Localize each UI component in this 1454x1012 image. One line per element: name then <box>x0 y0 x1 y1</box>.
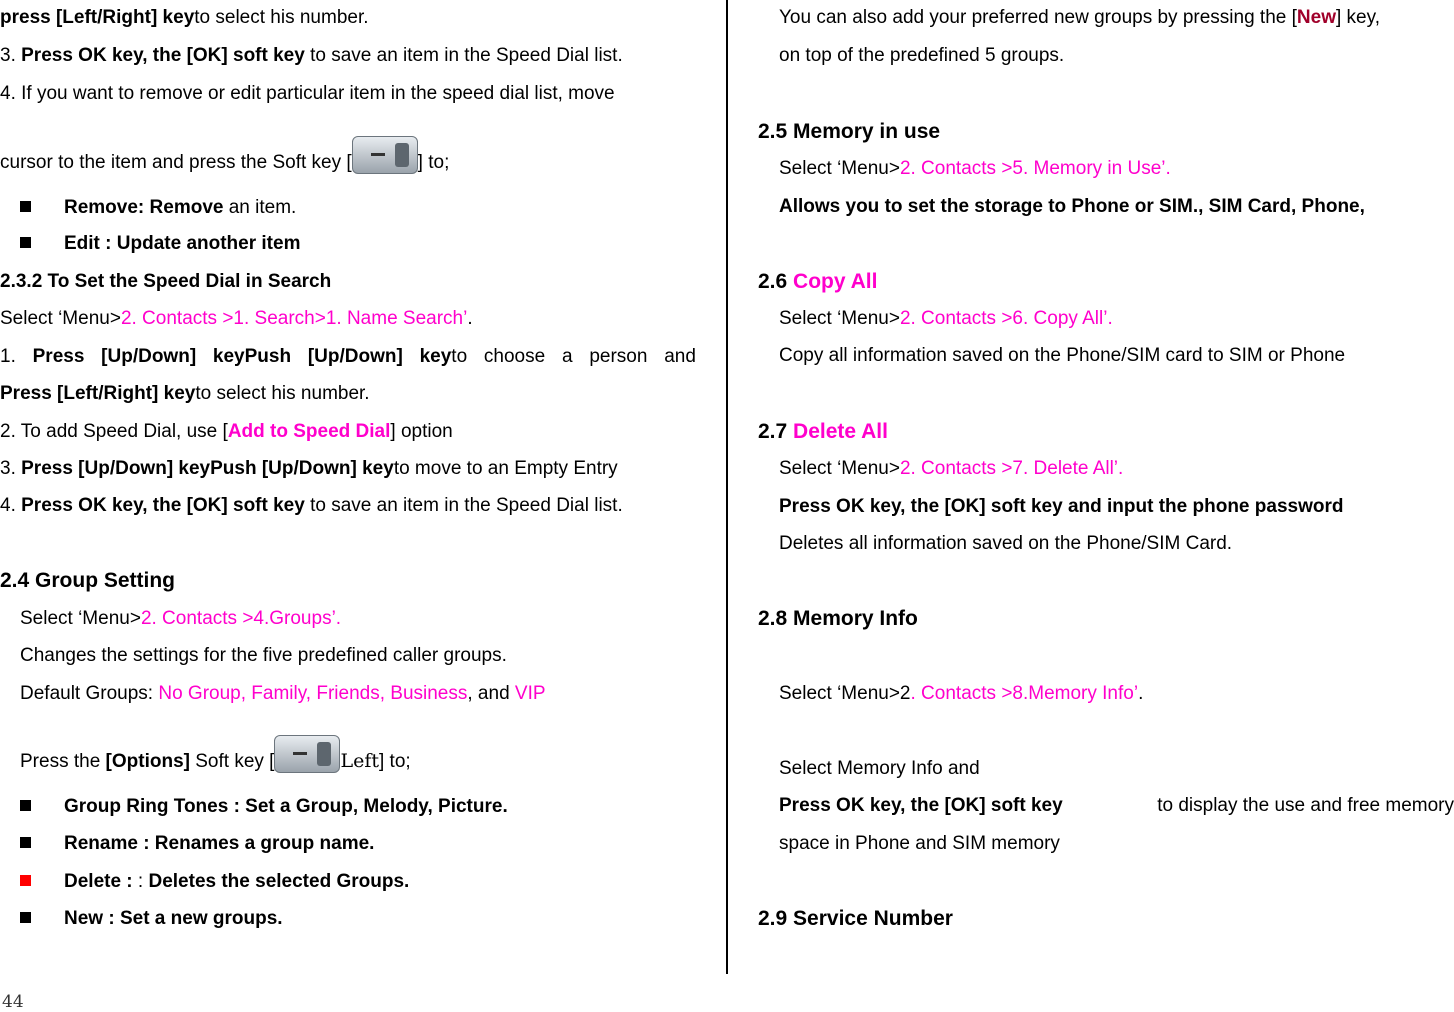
menu-path: Select ‘Menu>2. Contacts >5. Memory in Use’. <box>779 158 1171 179</box>
text-line: space in Phone and SIM memory <box>779 833 1060 854</box>
text-line-justified: 1. Press [Up/Down] keyPush [Up/Down] keyto choose a person and <box>0 346 696 367</box>
section-heading: 2.6 Copy All <box>758 270 878 293</box>
text-line: cursor to the item and press the Soft key [ ] to; <box>0 136 449 175</box>
text-line: 3. Press OK key, the [OK] soft key to save an item in the Speed Dial list. <box>0 45 623 66</box>
text-line: Allows you to set the storage to Phone or SIM., SIM Card, Phone, <box>779 196 1365 217</box>
bullet-item: Remove: Remove an item. <box>20 196 296 220</box>
bold-fragment: key <box>419 346 452 367</box>
bullet-item: New : Set a new groups. <box>20 907 283 931</box>
text-line: Press OK key, the [OK] soft key to display the use and free memory <box>779 795 1454 816</box>
section-heading: 2.3.2 To Set the Speed Dial in Search <box>0 271 332 292</box>
menu-path: Select ‘Menu>2. Contacts >7. Delete All’. <box>779 458 1124 479</box>
menu-path: Select ‘Menu>2. Contacts >1. Search>1. Name Search’. <box>0 308 473 329</box>
bullet-item: Edit : Update another item <box>20 232 300 256</box>
text-line: You can also add your preferred new groups by pressing the [New] key, <box>779 7 1380 28</box>
square-bullet-icon <box>20 800 31 811</box>
page-number: 44 <box>2 992 24 1012</box>
menu-path: Select ‘Menu>2. Contacts >8.Memory Info’. <box>779 683 1144 704</box>
section-heading: 2.4 Group Setting <box>0 569 176 592</box>
section-heading: 2.9 Service Number <box>758 907 953 930</box>
text-line: on top of the predefined 5 groups. <box>779 45 1065 66</box>
text-line: Default Groups: No Group, Family, Friends, Business, and VIP <box>20 683 546 704</box>
text-line: Deletes all information saved on the Phone/SIM Card. <box>779 533 1233 554</box>
menu-path: Select ‘Menu>2. Contacts >6. Copy All’. <box>779 308 1113 329</box>
text-line: Changes the settings for the five predefined caller groups. <box>20 645 507 666</box>
square-bullet-icon <box>20 912 31 923</box>
menu-path: Select ‘Menu>2. Contacts >4.Groups’. <box>20 608 342 629</box>
bullet-item: Group Ring Tones : Set a Group, Melody, Picture. <box>20 795 508 819</box>
bullet-item: Delete : : Deletes the selected Groups. <box>20 870 409 894</box>
section-heading: 2.8 Memory Info <box>758 607 918 630</box>
text-line: Select Memory Info and <box>779 758 980 779</box>
text-line: 3. Press [Up/Down] keyPush [Up/Down] keyto move to an Empty Entry <box>0 458 618 479</box>
text-line: press [Left/Right] keyto select his number. <box>0 7 369 28</box>
bullet-item: Rename : Renames a group name. <box>20 832 374 856</box>
text-line: 4. If you want to remove or edit particular item in the speed dial list, move <box>0 83 615 104</box>
text-line: 2. To add Speed Dial, use [Add to Speed Dial] option <box>0 421 453 442</box>
section-heading: 2.7 Delete All <box>758 420 888 443</box>
text-line: Press OK key, the [OK] soft key and input the phone password <box>779 496 1344 517</box>
text-line: 4. Press OK key, the [OK] soft key to save an item in the Speed Dial list. <box>0 495 623 516</box>
column-divider <box>726 0 728 974</box>
square-bullet-icon <box>20 837 31 848</box>
square-bullet-icon <box>20 875 31 886</box>
text-line: Press the [Options] Soft key [ Left] to; <box>20 735 411 774</box>
section-heading: 2.5 Memory in use <box>758 120 941 143</box>
text-line: Copy all information saved on the Phone/SIM card to SIM or Phone <box>779 345 1346 366</box>
text-fragment: to <box>451 346 468 367</box>
soft-key-icon <box>274 735 340 773</box>
square-bullet-icon <box>20 237 31 248</box>
square-bullet-icon <box>20 201 31 212</box>
text-line: Press [Left/Right] keyto select his number. <box>0 383 370 404</box>
soft-key-icon <box>352 136 418 174</box>
